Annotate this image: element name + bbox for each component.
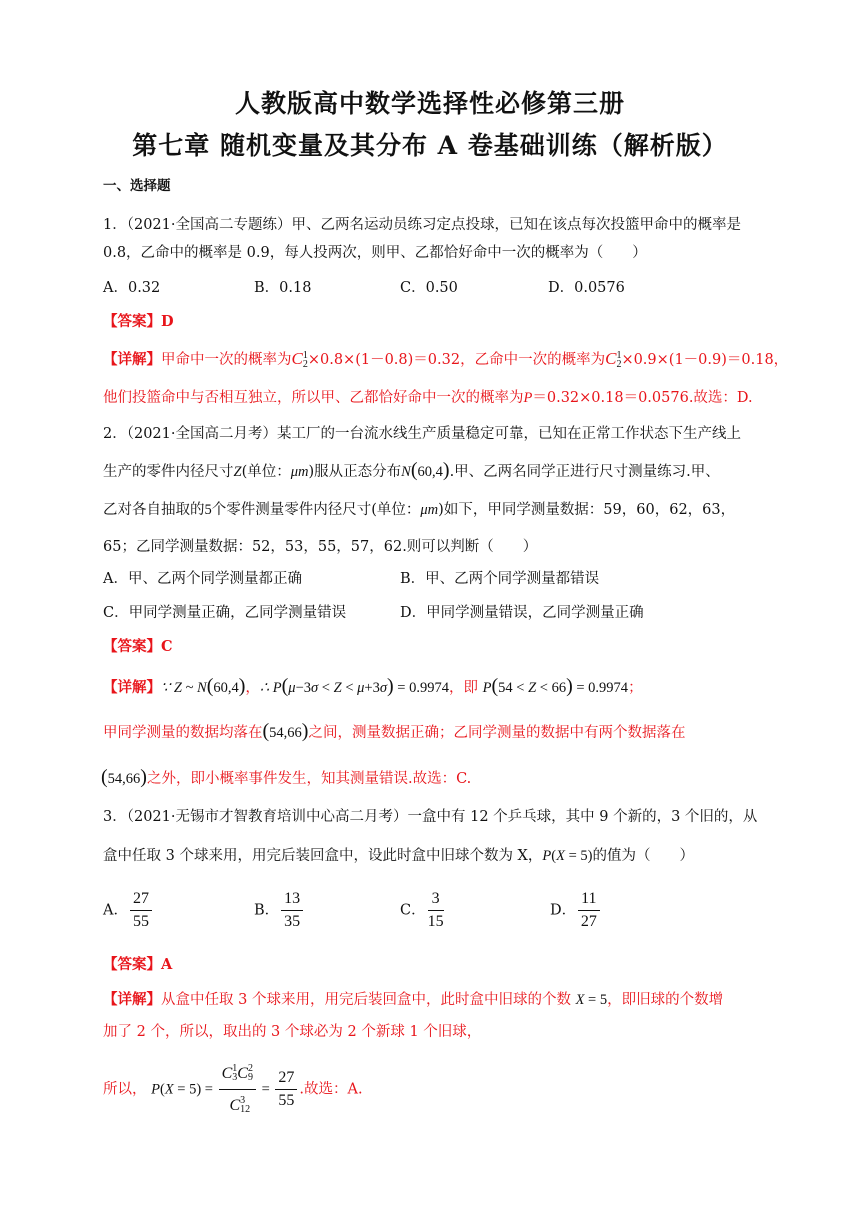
document-title: 人教版高中数学选择性必修第三册 xyxy=(234,89,625,118)
q2-option-b: B．甲、乙两个同学测量都错误 xyxy=(400,571,600,587)
q3-detail-line1: 【详解】从盒中任取 3 个球来用，用完后装回盒中，此时盒中旧球的个数 X = 5，即旧球的个数增 xyxy=(103,991,724,1008)
q3-option-d: D． $\frac{11}{27}$ xyxy=(550,890,602,931)
q2-detail-line3: (54,66)之外，即小概率事件发生，知其测量错误.故选：C. xyxy=(101,766,472,788)
q2-stem-line1: 2．（2021·全国高二月考）某工厂的一台流水线生产质量稳定可靠，已知在正常工作状态下生产线上 xyxy=(103,426,741,442)
q1-option-b: B．0.18 xyxy=(254,280,312,296)
q3-stem-line1: 3．（2021·无锡市才智教育培训中心高二月考）一盒中有 12 个乒乓球，其中 9 个新的，3 个旧的，从 xyxy=(103,809,758,825)
q2-option-d: D．甲同学测量错误，乙同学测量正确 xyxy=(400,605,644,621)
q1-option-d: D．0.0576 xyxy=(548,280,625,296)
q1-detail-label: 【详解】 xyxy=(103,351,161,368)
q2-detail-label: 【详解】 xyxy=(103,679,161,696)
q3-option-a: A． $\frac{27}{55}$ xyxy=(103,890,154,931)
q2-stem-line4: 65；乙同学测量数据：52，53，55，57，62.则可以判断（ ） xyxy=(103,539,538,555)
q3-detail-label: 【详解】 xyxy=(103,991,161,1008)
q3-option-c: C． $\frac{3}{15}$ xyxy=(400,890,444,930)
q2-answer: 【答案】C xyxy=(103,638,173,655)
q1-answer: 【答案】D xyxy=(103,313,174,330)
q3-detail-line2: 加了 2 个，所以，取出的 3 个球必为 2 个新球 1 个旧球， xyxy=(103,1024,482,1040)
q2-stem-line3: 乙对各自抽取的5个零件测量零件内径尺寸(单位：μm)如下，甲同学测量数据：59，60，62，63， xyxy=(103,502,736,518)
q2-stem-line2: 生产的零件内径尺寸Z(单位：μm)服从正态分布N(60,4).甲、乙两名同学正进行尺寸测量练习.甲、 xyxy=(103,459,720,481)
q2-option-a: A．甲、乙两个同学测量都正确 xyxy=(103,571,302,587)
q1-binomial-2: C xyxy=(605,349,617,368)
q3-combination-fraction: $\frac{C_3^1C_9^2}{C_{12}^3}$ xyxy=(219,1060,256,1119)
document-subtitle: 第七章 随机变量及其分布 A 卷基础训练（解析版） xyxy=(132,131,728,160)
q3-result-fraction: $\frac{27}{55}$ xyxy=(275,1069,297,1110)
q3-option-b: B． $\frac{13}{35}$ xyxy=(254,890,305,931)
q1-stem-line1: 1．（2021·全国高二专题练）甲、乙两名运动员练习定点投球，已知在该点每次投篮甲命中的概率是 xyxy=(103,217,741,233)
q3-stem-line2: 盒中任取 3 个球来用，用完后装回盒中，设此时盒中旧球个数为 X，P(X = 5)的值为（ ） xyxy=(103,848,694,864)
q1-binomial-1: C xyxy=(291,349,303,368)
section-heading: 一、选择题 xyxy=(103,178,171,194)
q1-option-c: C．0.50 xyxy=(400,280,458,296)
q2-option-c: C．甲同学测量正确，乙同学测量错误 xyxy=(103,605,347,621)
q2-detail-line2: 甲同学测量的数据均落在(54,66)之间，测量数据正确；乙同学测量的数据中有两个数据落在 xyxy=(103,720,686,742)
q1-stem-line2: 0.8，乙命中的概率是 0.9，每人投两次，则甲、乙都恰好命中一次的概率为（ ） xyxy=(103,245,647,261)
q1-option-a: A．0.32 xyxy=(103,280,161,296)
q3-answer: 【答案】A xyxy=(103,956,173,973)
q2-detail-line1: 【详解】∵ Z ~ N(60,4)，∴ P(μ−3σ < Z < μ+3σ) = 0.9974，即 P(54 < Z < 66) = 0.9974； xyxy=(103,675,643,697)
q1-detail-line1: 【详解】甲命中一次的概率为C1 2×0.8×(1－0.8)＝0.32，乙命中一次的概率为C1 2×0.9×(1－0.9)＝0.18， xyxy=(103,349,789,370)
q3-detail-line3: 所以， P(X = 5) = $\frac{C_3^1C_9^2}{C_{12}^3}$ = $\frac{27}{55}$ .故选：A. xyxy=(103,1060,363,1119)
q1-detail-line2: 他们投篮命中与否相互独立，所以甲、乙都恰好命中一次的概率为P＝0.32×0.18＝0.0576.故选：D. xyxy=(103,390,753,406)
